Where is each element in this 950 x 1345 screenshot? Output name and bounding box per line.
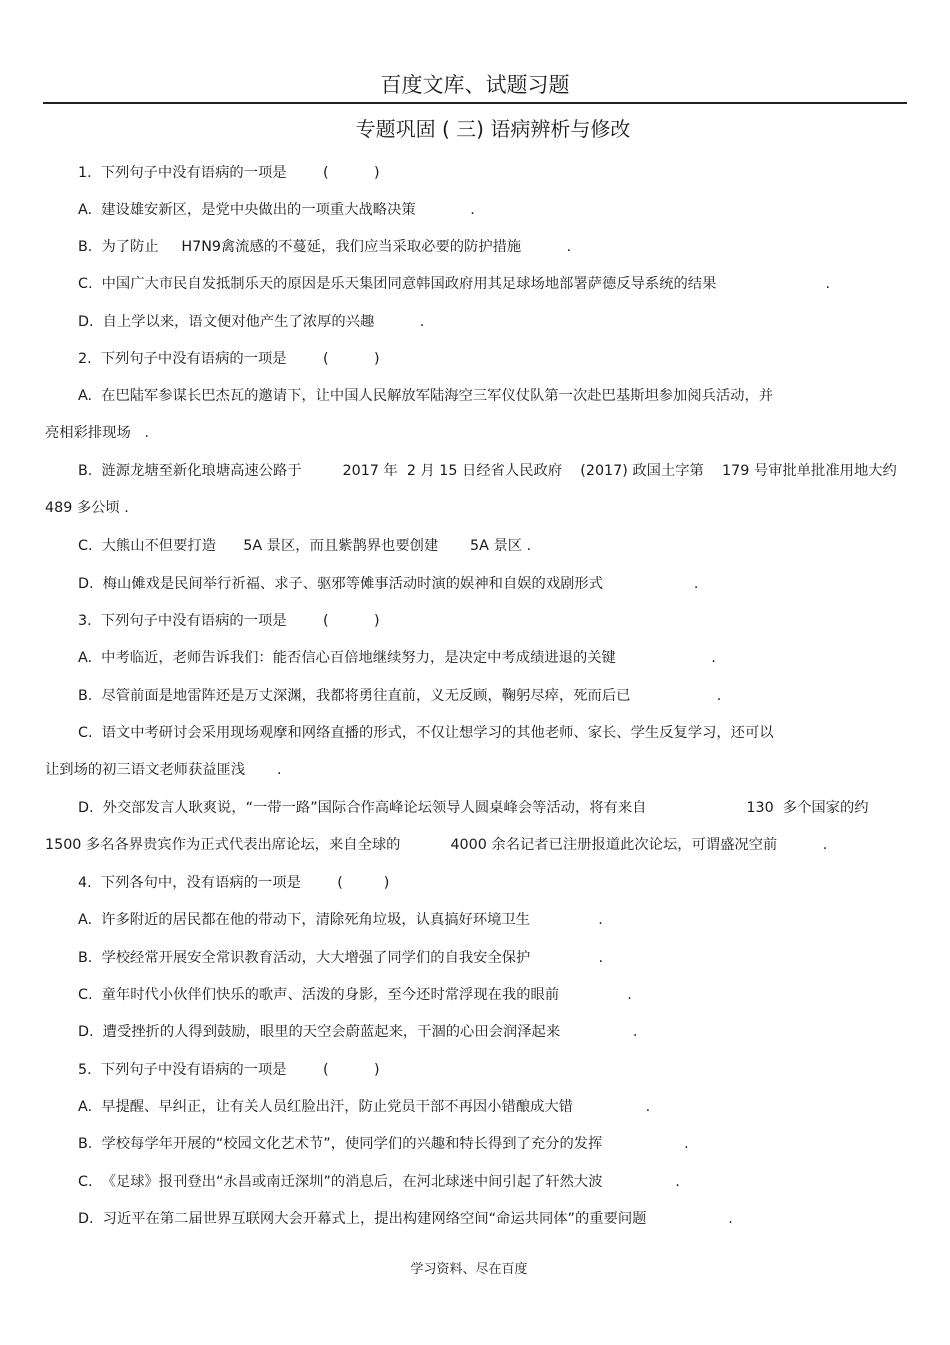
question-2-option-c: C. 大熊山不但要打造 5A 景区，而且紫鹊界也要创建 5A 景区 . — [78, 538, 532, 554]
question-2-option-a: A. 在巴陆军参谋长巴杰瓦的邀请下，让中国人民解放军陆海空三军仪仗队第一次赴巴基斯坦参加阅兵活动，并 — [78, 388, 774, 404]
question-5-option-c: C. 《足球》报刊登出“永昌或南迁深圳”的消息后，在河北球迷中间引起了轩然大波 . — [78, 1174, 680, 1190]
question-3-option-b: B. 尽管前面是地雷阵还是万丈深渊，我都将勇往直前，义无反顾，鞠躬尽瘁，死而后已 . — [78, 688, 722, 704]
question-2-option-b: B. 涟源龙塘至新化琅塘高速公路于 2017 年 2 月 15 日经省人民政府 (2017) 政国土字第 179 号审批单批准用地大约 — [78, 463, 897, 479]
question-3-option-a: A. 中考临近，老师告诉我们：能否信心百倍地继续努力，是决定中考成绩进退的关键 . — [78, 650, 716, 666]
header-title: 百度文库、试题习题 — [380, 73, 570, 97]
question-1-stem: 1. 下列句子中没有语病的一项是 ( ) — [78, 165, 380, 181]
document-title: 专题巩固 ( 三) 语病辨析与修改 — [355, 117, 631, 141]
question-4-option-a: A. 许多附近的居民都在他的带动下，清除死角垃圾，认真搞好环境卫生 . — [78, 912, 603, 928]
question-5-stem: 5. 下列句子中没有语病的一项是 ( ) — [78, 1062, 380, 1078]
question-5-option-d: D. 习近平在第二届世界互联网大会开幕式上，提出构建网络空间“命运共同体”的重要问题 . — [78, 1211, 733, 1227]
question-2-option-a-cont: 亮相彩排现场 . — [45, 425, 149, 441]
question-1-option-c: C. 中国广大市民自发抵制乐天的原因是乐天集团同意韩国政府用其足球场地部署萨德反导系统的结果 . — [78, 276, 830, 292]
question-4-stem: 4. 下列各句中，没有语病的一项是 ( ) — [78, 875, 390, 891]
question-3-option-d-cont: 1500 多名各界贵宾作为正式代表出席论坛，来自全球的 4000 余名记者已注册报道此次论坛，可谓盛况空前 . — [45, 837, 828, 853]
question-2-option-d: D. 梅山傩戏是民间举行祈福、求子、驱邪等傩事活动时演的娱神和自娱的戏剧形式 . — [78, 576, 699, 592]
question-1-option-d: D. 自上学以来，语文便对他产生了浓厚的兴趣 . — [78, 314, 425, 330]
question-1-option-a: A. 建设雄安新区，是党中央做出的一项重大战略决策 . — [78, 202, 475, 218]
question-1-option-b: B. 为了防止 H7N9禽流感的不蔓延，我们应当采取必要的防护措施 . — [78, 239, 572, 255]
question-4-option-c: C. 童年时代小伙伴们快乐的歌声、活泼的身影，至今还时常浮现在我的眼前 . — [78, 987, 632, 1003]
question-4-option-b: B. 学校经常开展安全常识教育活动，大大增强了同学们的自我安全保护 . — [78, 950, 604, 966]
question-3-option-c-cont: 让到场的初三语文老师获益匪浅 . — [45, 762, 282, 778]
question-3-option-d: D. 外交部发言人耿爽说，“一带一路”国际合作高峰论坛领导人圆桌峰会等活动，将有来自 130 多个国家的约 — [78, 800, 869, 816]
question-2-stem: 2. 下列句子中没有语病的一项是 ( ) — [78, 351, 380, 367]
question-5-option-b: B. 学校每学年开展的“校园文化艺术节”，使同学们的兴趣和特长得到了充分的发挥 . — [78, 1136, 689, 1152]
header-divider — [43, 102, 907, 104]
question-2-option-b-cont: 489 多公顷 . — [45, 500, 129, 516]
page-footer: 学习资料、尽在百度 — [410, 1262, 528, 1277]
question-4-option-d: D. 遭受挫折的人得到鼓励，眼里的天空会蔚蓝起来，干涸的心田会润泽起来 . — [78, 1024, 638, 1040]
question-3-option-c: C. 语文中考研讨会采用现场观摩和网络直播的形式，不仅让想学习的其他老师、家长、学生反复学习，还可以 — [78, 725, 774, 741]
question-3-stem: 3. 下列句子中没有语病的一项是 ( ) — [78, 613, 380, 629]
question-5-option-a: A. 早提醒、早纠正，让有关人员红脸出汗，防止党员干部不再因小错酿成大错 . — [78, 1099, 651, 1115]
